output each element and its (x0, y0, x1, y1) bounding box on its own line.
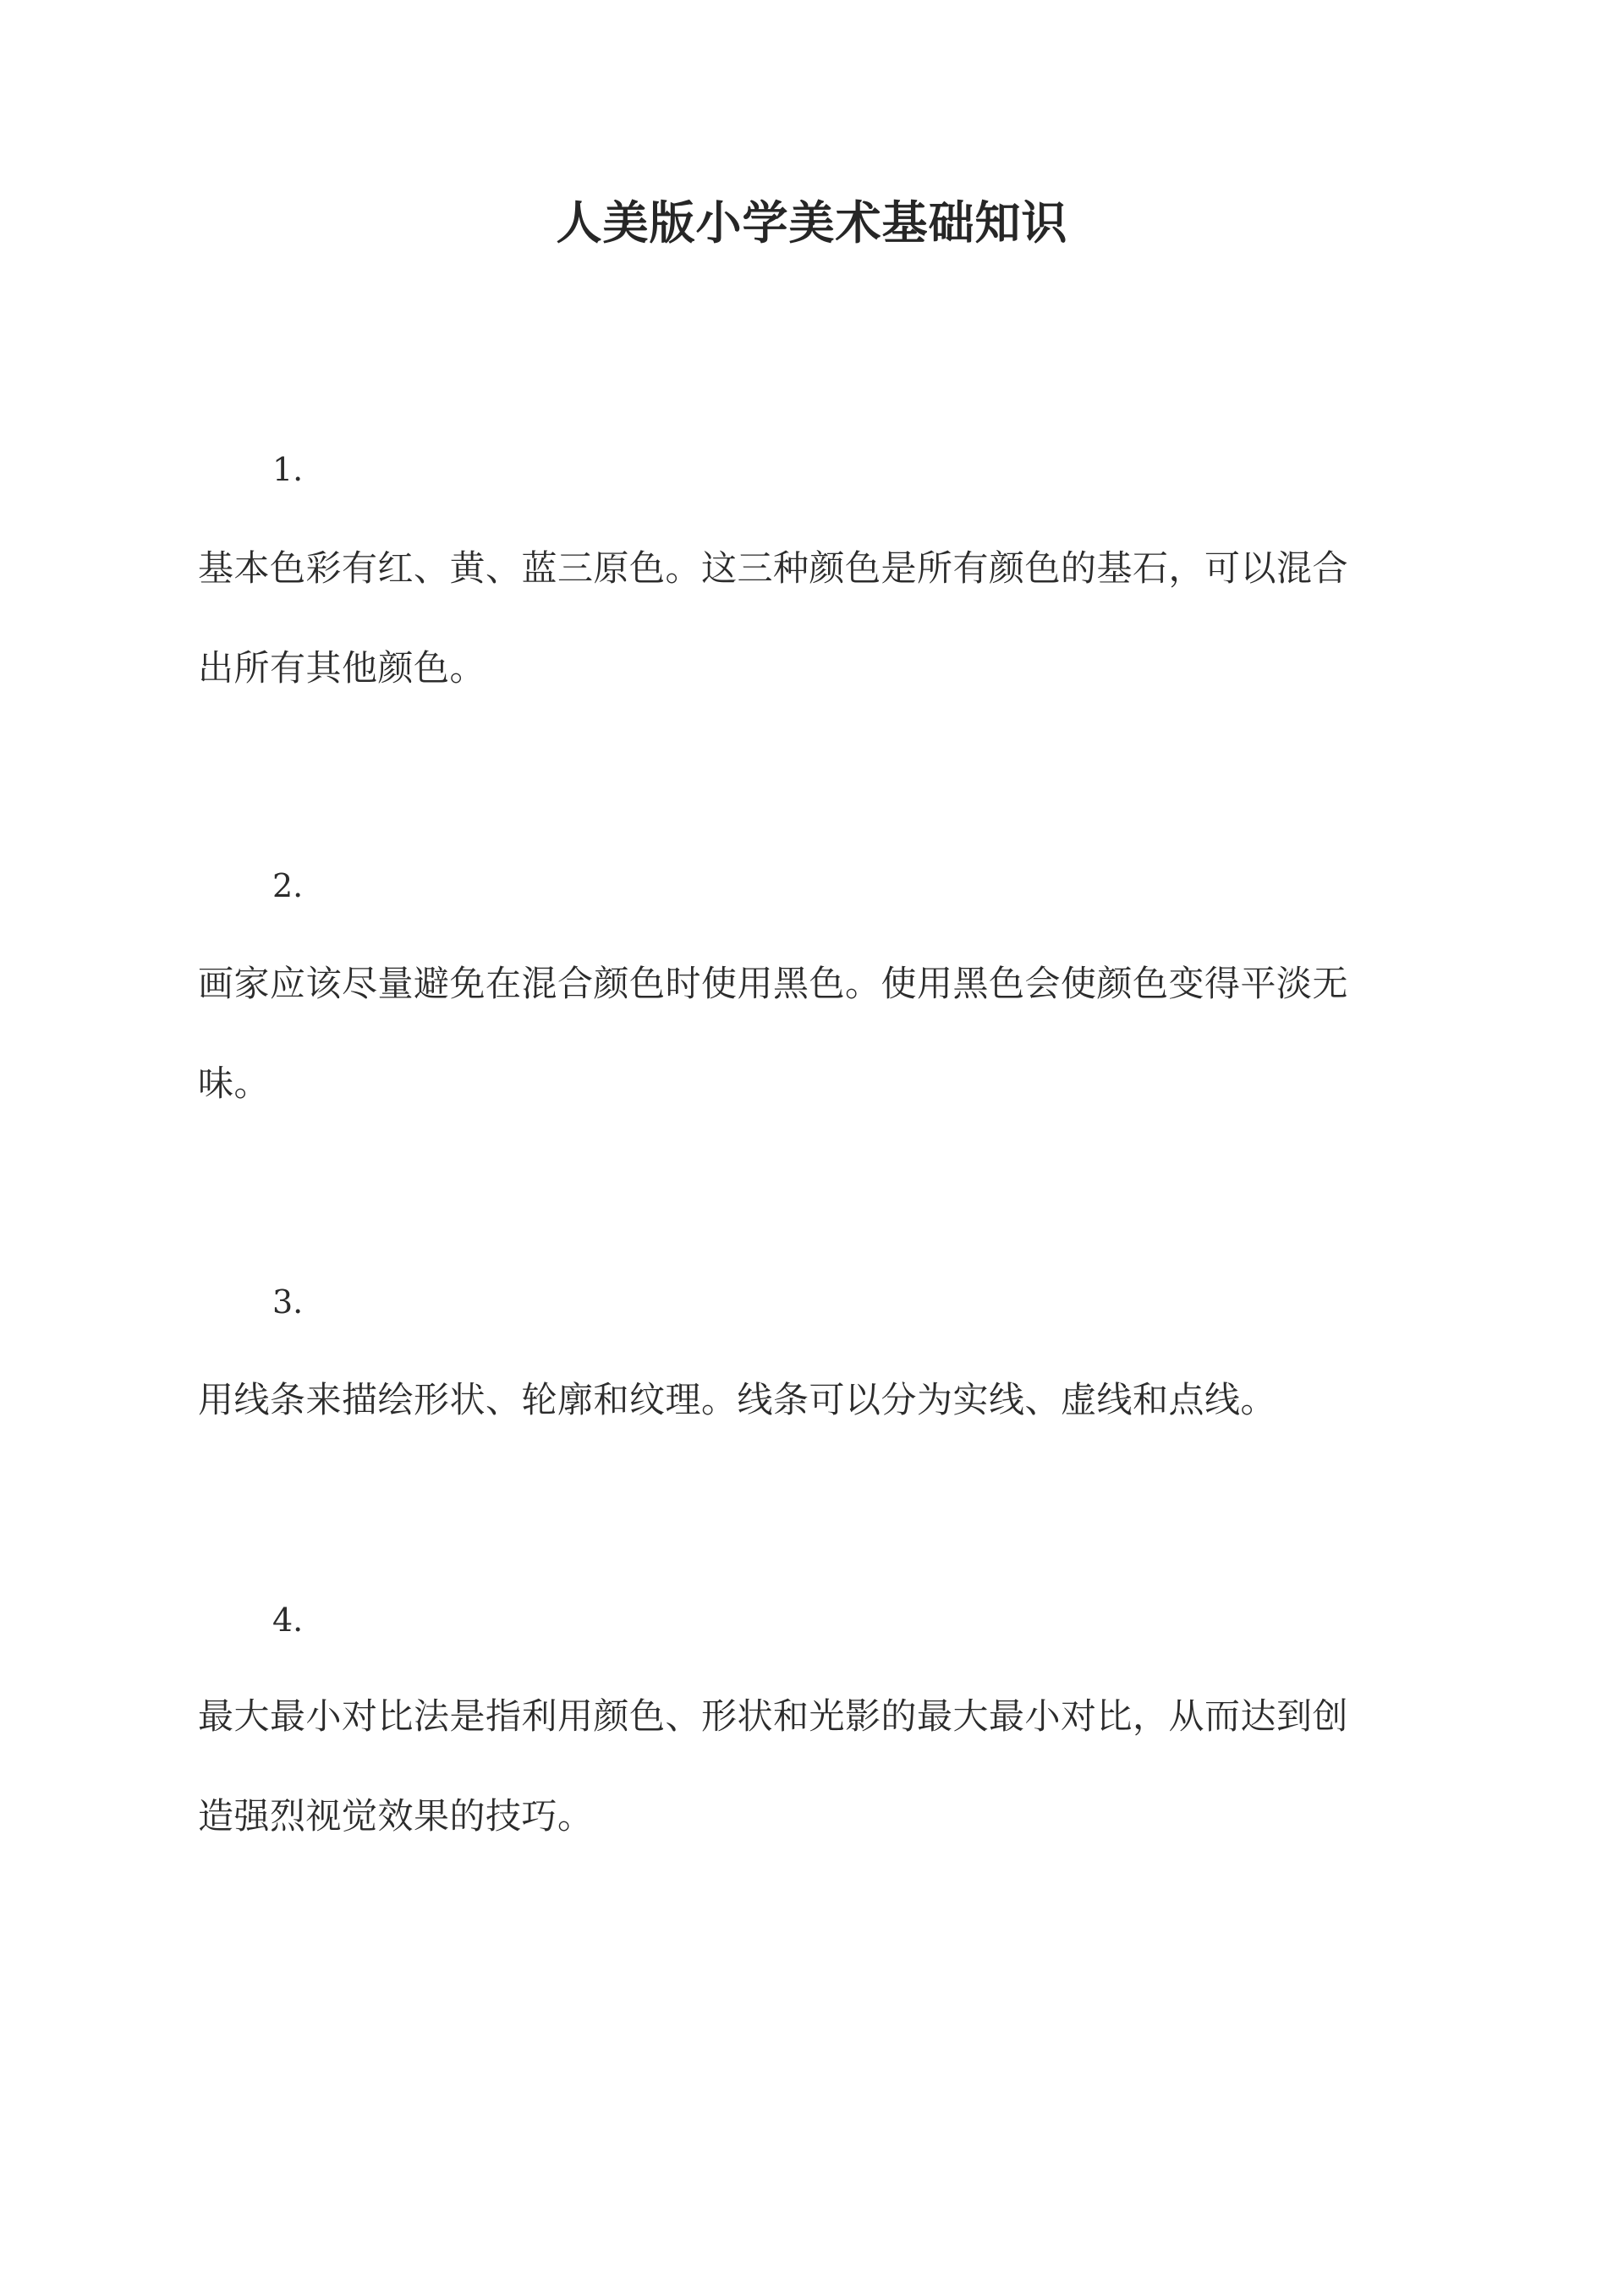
item-paragraph (198, 1350, 1433, 1450)
item-paragraph (198, 934, 1433, 1134)
item-number: 3. (272, 1283, 304, 1321)
item-number: 1. (272, 451, 304, 488)
item-number: 4. (272, 1601, 304, 1639)
item-paragraph (198, 519, 1433, 718)
paragraph-line: 出所有其他颜色。 (198, 647, 486, 689)
item-number: 2. (272, 867, 304, 904)
document-title: 人美版小学美术基础知识 (556, 195, 1068, 250)
paragraph-line: 造强烈视觉效果的技巧。 (198, 1795, 594, 1837)
paragraph-line: 味。 (198, 1063, 271, 1104)
paragraph-line: 用线条来描绘形状、轮廓和纹理。线条可以分为实线、虚线和点线。 (198, 1379, 1277, 1420)
paragraph-line: 画家应该尽量避免在混合颜色时使用黑色。使用黑色会使颜色变得平淡无 (198, 963, 1349, 1004)
paragraph-line: 基本色彩有红、黄、蓝三原色。这三种颜色是所有颜色的基石，可以混合 (198, 547, 1349, 589)
paragraph-line: 最大最小对比法是指利用颜色、形状和光影的最大最小对比，从而达到创 (198, 1695, 1349, 1737)
item-paragraph (198, 1667, 1433, 1866)
